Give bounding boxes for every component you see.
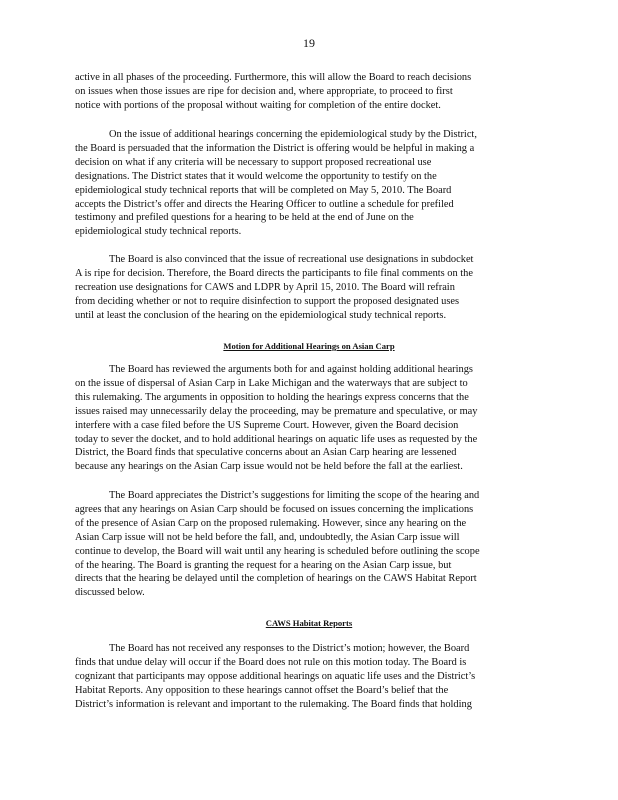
- text-line: A is ripe for decision. Therefore, the Board directs the participants to file final comments on the: [75, 267, 473, 279]
- text-line: this rulemaking. The arguments in opposition to holding the hearings express concerns that the: [75, 391, 469, 403]
- text-line: today to sever the docket, and to hold additional hearings on aquatic life uses as requested by the: [75, 433, 478, 445]
- text-line: On the issue of additional hearings concerning the epidemiological study by the District,: [109, 129, 477, 140]
- text-line: until at least the conclusion of the hearing on the epidemiological study technical reports.: [75, 309, 447, 321]
- text-line: from deciding whether or not to require disinfection to support the proposed designated uses: [75, 295, 460, 307]
- text-line: designations. The District states that it would welcome the opportunity to testify on the: [75, 170, 437, 182]
- text-line: the Board is persuaded that the information the District is offering would be helpful in making a: [75, 142, 475, 154]
- section-heading-habitat-reports: [0, 618, 618, 628]
- text-line: finds that undue delay will occur if the Board does not rule on this motion today. The Board is: [75, 656, 467, 668]
- text-line: interfere with a case filed before the US Supreme Court. However, given the Board decision: [75, 419, 459, 431]
- text-line: The Board is also convinced that the issue of recreational use designations in subdocket: [109, 254, 474, 265]
- paragraph-habitat-reports: [75, 642, 545, 712]
- text-line: discussed below.: [75, 587, 145, 599]
- text-line: The Board has not received any responses to the District’s motion; however, the Board: [109, 643, 470, 654]
- text-line: District, the Board finds that speculative concerns about an Asian Carp hearing are lessened: [75, 447, 457, 459]
- text-line: of the presence of Asian Carp on the proposed rulemaking. However, since any hearing on the: [75, 517, 467, 529]
- paragraph-epidemiological-hearings: [75, 128, 545, 239]
- text-line: on the issue of dispersal of Asian Carp in Lake Michigan and the waterways that are subject to: [75, 377, 468, 389]
- text-line: directs that the hearing be delayed until the completion of hearings on the CAWS Habitat Report: [75, 573, 477, 585]
- text-line: Habitat Reports. Any opposition to these hearings cannot offset the Board’s belief that the: [75, 684, 449, 696]
- text-line: District’s information is relevant and important to the rulemaking. The Board finds that holding: [75, 698, 472, 710]
- paragraph-asian-carp-review: [75, 363, 545, 474]
- text-line: accepts the District’s offer and directs the Hearing Officer to outline a schedule for prefiled: [75, 198, 454, 210]
- text-line: active in all phases of the proceeding. Furthermore, this will allow the Board to reach decisions: [75, 72, 472, 83]
- text-line: issues raised may unnecessarily delay the proceeding, may be premature and speculative, or may: [75, 405, 478, 417]
- paragraph-asian-carp-scope: [75, 489, 545, 600]
- text-line: testimony and prefiled questions for a hearing to be held at the end of June on the: [75, 212, 414, 224]
- text-line: The Board has reviewed the arguments both for and against holding additional hearings: [109, 364, 473, 375]
- text-line: cognizant that participants may oppose additional hearings on aquatic life uses and the District’s: [75, 670, 476, 682]
- text-line: epidemiological study technical reports that will be completed on May 5, 2010. The Board: [75, 184, 452, 196]
- paragraph-continuation: [75, 71, 545, 113]
- text-line: because any hearings on the Asian Carp issue would not be held before the fall at the earliest.: [75, 461, 463, 473]
- text-line: Asian Carp issue will not be held before the fall, and, undoubtedly, the Asian Carp issue will: [75, 531, 460, 543]
- heading-text: CAWS Habitat Reports: [265, 618, 353, 628]
- text-line: notice with portions of the proposal without waiting for completion of the entire docket.: [75, 99, 441, 111]
- paragraph-recreational-use: [75, 253, 545, 323]
- text-line: of the hearing. The Board is granting the request for a hearing on the Asian Carp issue, but: [75, 559, 452, 571]
- text-line: recreation use designations for CAWS and LDPR by April 15, 2010. The Board will refrain: [75, 281, 455, 293]
- text-line: The Board appreciates the District’s suggestions for limiting the scope of the hearing and: [109, 490, 480, 501]
- section-heading-asian-carp: [0, 341, 618, 351]
- heading-text: Motion for Additional Hearings on Asian Carp: [223, 341, 395, 351]
- page-number: 19: [303, 36, 315, 50]
- text-line: epidemiological study technical reports.: [75, 226, 242, 238]
- text-line: agrees that any hearings on Asian Carp should be focused on issues concerning the implications: [75, 503, 474, 515]
- text-line: decision on what if any criteria will be necessary to support proposed recreational use: [75, 156, 432, 168]
- text-line: on issues when those issues are ripe for decision and, where appropriate, to proceed to first: [75, 85, 453, 97]
- text-line: continue to develop, the Board will wait until any hearing is scheduled before outlining the scope: [75, 545, 480, 557]
